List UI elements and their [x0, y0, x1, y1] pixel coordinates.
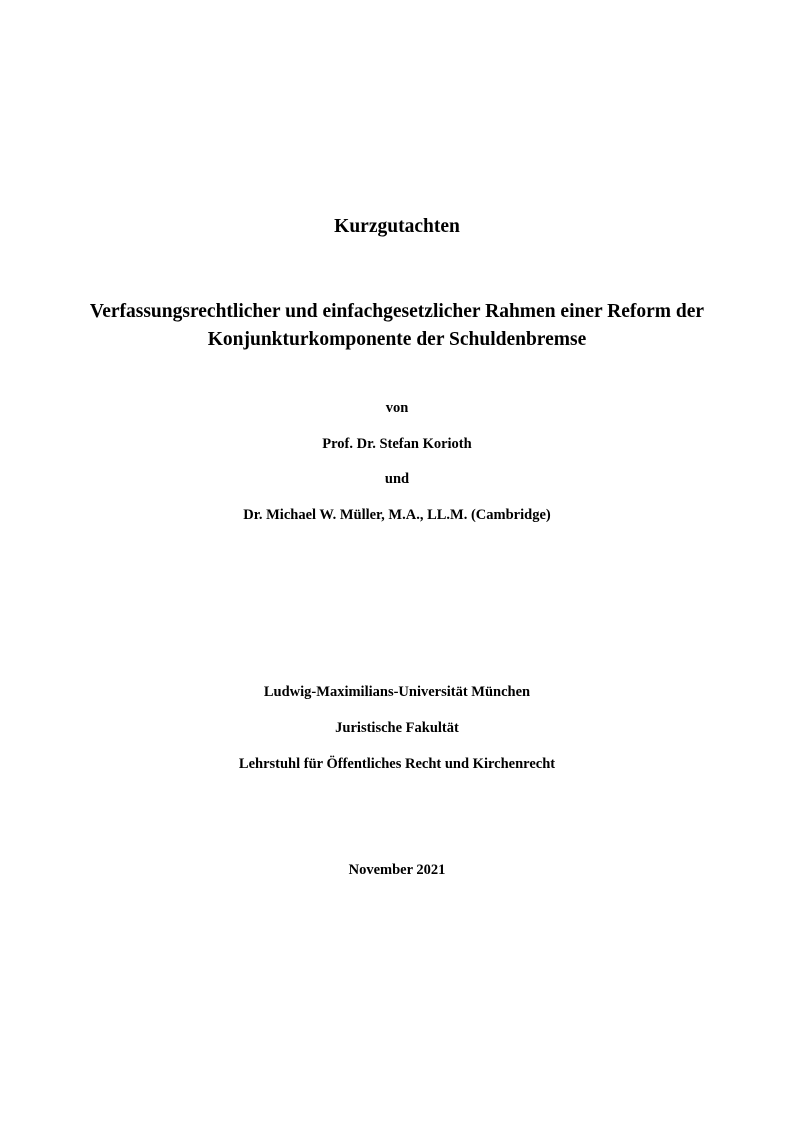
publication-date: November 2021 — [348, 862, 446, 878]
and-label: und — [384, 471, 410, 487]
university-name: Ludwig-Maximilians-Universität München — [263, 684, 531, 700]
title-line-2: Konjunkturkomponente der Schuldenbremse — [207, 329, 587, 350]
faculty-name: Juristische Fakultät — [335, 720, 459, 736]
title-line-1: Verfassungsrechtlicher und einfachgesetzlicher Rahmen einer Reform der — [89, 301, 705, 322]
by-label: von — [385, 400, 409, 416]
document-type: Kurzgutachten — [334, 216, 460, 237]
author-1: Prof. Dr. Stefan Korioth — [322, 436, 472, 452]
author-2: Dr. Michael W. Müller, M.A., LL.M. (Cambridge) — [243, 507, 551, 523]
chair-name: Lehrstuhl für Öffentliches Recht und Kirchenrecht — [238, 756, 556, 772]
